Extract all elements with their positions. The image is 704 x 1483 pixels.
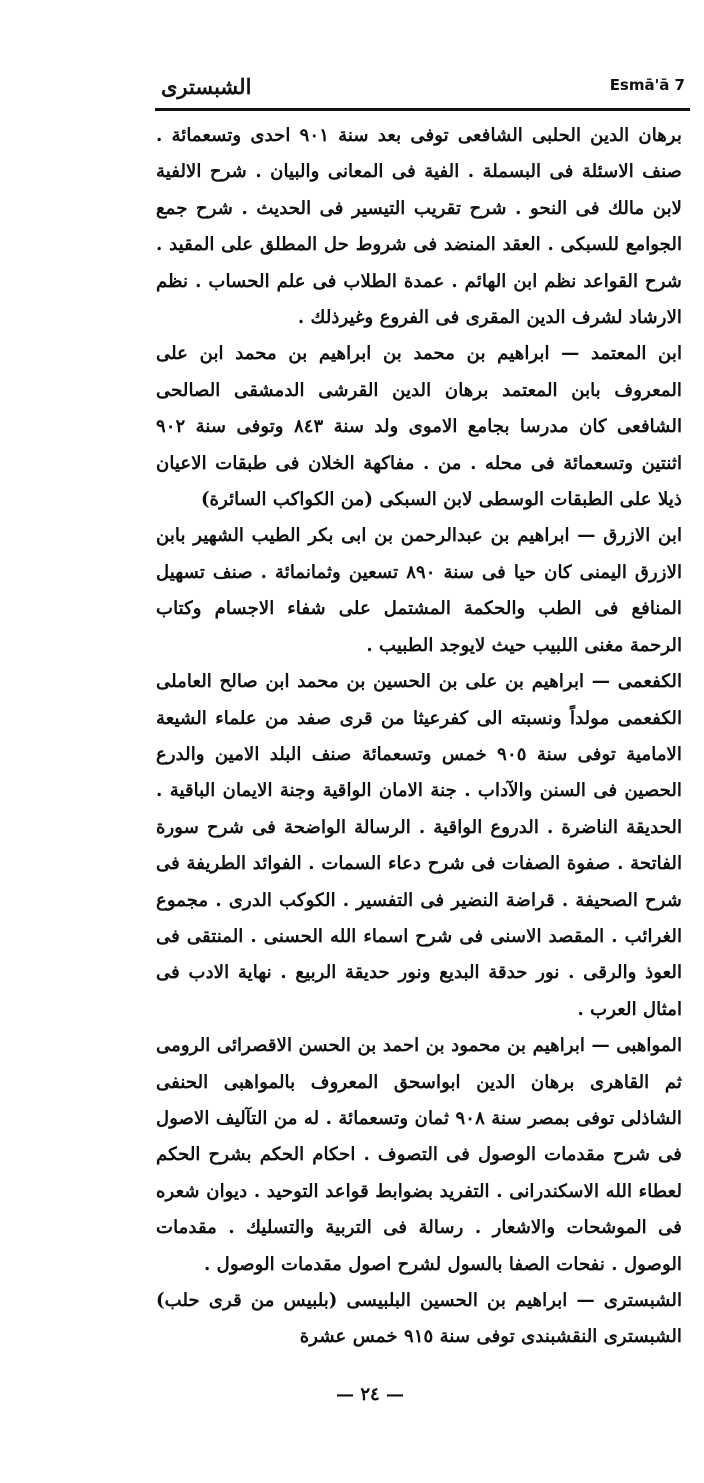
header-title: الشبسترى [161, 74, 252, 99]
page-number: — ٢٤ — [336, 1384, 404, 1405]
entry-continuation: برهان الدين الحلبى الشافعى توفى بعد سنة ٩٠١ احدى وتسعمائة . صنف الاسئلة فى البسملة . الفية فى المعانى والبيان . شرح الالفية لابن مالك فى النحو . شرح تقريب التيسير فى الحديث . شرح جمع الجوامع للسبكى . العقد المنضد فى شروط حل المطلق على المقيد . شرح القواعد نظم ابن الهائم . عمدة الطلاب فى علم الحساب . نظم الارشاد لشرف الدين المقرى فى الفروع وغيرذلك . [156, 125, 682, 329]
entry-almawahibi: المواهبى — ابراهيم بن محمود بن احمد بن الحسن الاقصرائى الرومى ثم القاهرى برهان الدين ابواسحق المعروف بالمواهبى الحنفى الشاذلى توفى بمصر سنة ٩٠٨ ثمان وتسعمائة . له من التآليف الاصول فى شرح مقدمات الوصول فى التصوف . احكام الحكم بشرح الحكم لعطاء الله الاسكندرانى . التفريد بضوابط قواعد التوحيد . ديوان شعره فى الموشحات والاشعار . رسالة فى التربية والتسليك . مقدمات الوصول . نفحات الصفا بالسول لشرح اصول مقدمات الوصول . [156, 1035, 682, 1275]
running-header [155, 74, 687, 104]
entry-alkafami: الكفعمى — ابراهيم بن على بن الحسين بن محمد ابن صالح العاملى الكفعمى مولداً ونسبته الى كفرعيثا من قرى صفد من علماء الشيعة الامامية توفى سنة ٩٠٥ خمس وتسعمائة صنف البلد الامين والدرع الحصين فى السنن والآداب . جنة الامان الواقية وجنة الايمان الباقية . الحديقة الناضرة . الدروع الواقية . الرسالة الواضحة فى شرح سورة الفاتحة . صفوة الصفات فى شرح دعاء السمات . الفوائد الطريفة فى شرح الصحيفة . قراضة النضير فى التفسير . الكوكب الدرى . مجموع الغرائب . المقصد الاسنى فى شرح اسماء الله الحسنى . المنتقى فى العوذ والرقى . نور حدقة البديع ونور حديقة الربيع . نهاية الادب فى امثال العرب . [156, 671, 682, 1020]
entry-ibn-alazraq: ابن الازرق — ابراهيم بن عبدالرحمن بن ابى بكر الطيب الشهير بابن الازرق اليمنى كان حيا فى سنة ٨٩٠ تسعين وثمانمائة . صنف تسهيل المنافع فى الطب والحكمة المشتمل على شفاء الاجسام وكتاب الرحمة مغنى اللبيب حيث لايوجد الطبيب . [156, 525, 682, 656]
header-rule [155, 108, 690, 111]
header-code: Esmā'ā 7 [609, 76, 685, 94]
body-text [156, 118, 682, 1368]
entry-ibn-almutamad: ابن المعتمد — ابراهيم بن محمد بن ابراهيم بن محمد ابن على المعروف بابن المعتمد برهان الدين القرشى الدمشقى الصالحى الشافعى كان مدرسا بجامع الاموى ولد سنة ٨٤٣ وتوفى سنة ٩٠٢ اثنتين وتسعمائة فى محله . من . مفاكهة الخلان فى طبقات الاعيان ذيلا على الطبقات الوسطى لابن السبكى (من الكواكب السائرة) [156, 343, 682, 511]
entry-alshabistari: الشبسترى — ابراهيم بن الحسين البلبيسى (بلبيس من قرى حلب) الشبسترى النقشبندى توفى سنة ٩١٥ خمس عشرة [156, 1290, 682, 1348]
